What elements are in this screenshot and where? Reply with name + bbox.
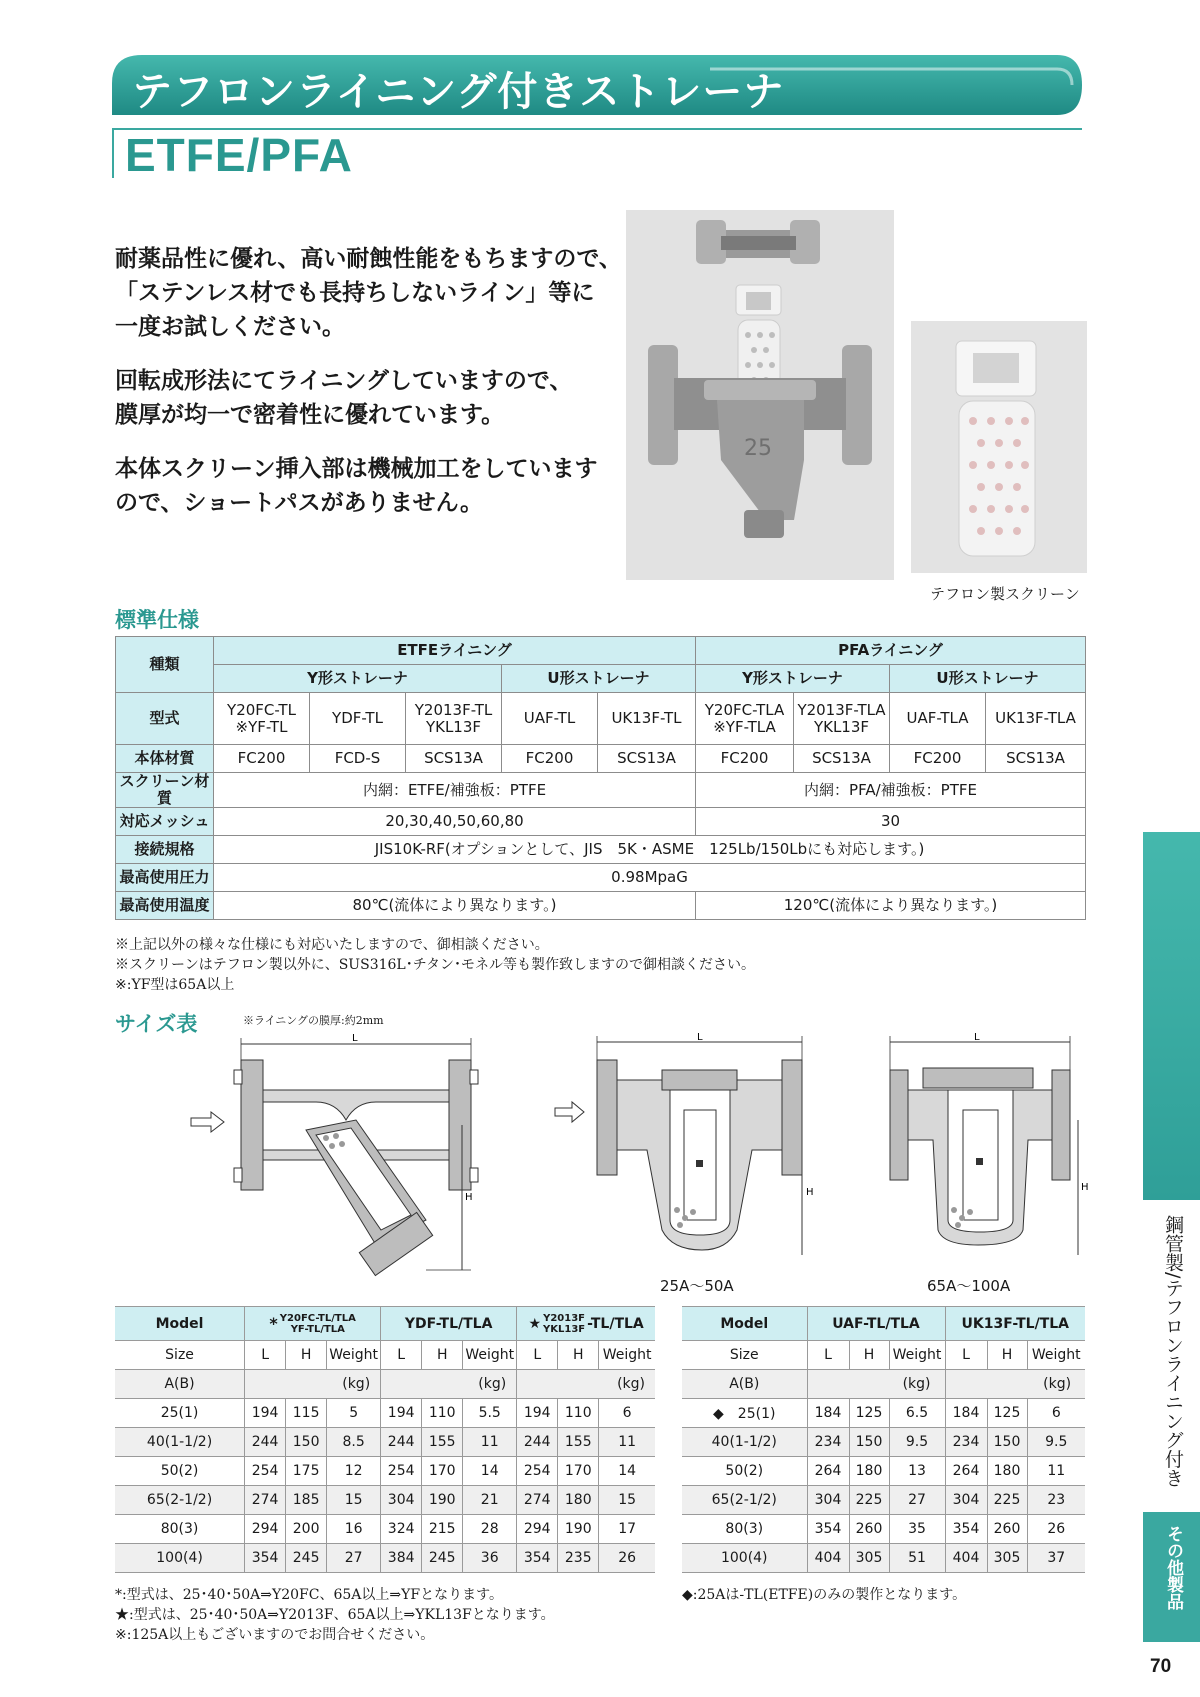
value-cell: 36 — [463, 1544, 517, 1573]
diagram-caption-25-50: 25A～50A — [660, 1277, 734, 1295]
value-cell: 194 — [517, 1399, 558, 1428]
connection-row-label: 接続規格 — [116, 836, 214, 864]
size-table-u — [682, 1306, 1085, 1573]
value-cell: 170 — [422, 1457, 463, 1486]
type-label: 種類 — [116, 637, 214, 693]
body-marking: 25 — [744, 436, 772, 461]
value-cell: 15 — [327, 1486, 381, 1515]
value-cell: 23 — [1027, 1486, 1085, 1515]
u-strainer-65-100-diagram — [878, 1030, 1090, 1270]
value-cell: 125 — [849, 1399, 889, 1428]
value-cell: 37 — [1027, 1544, 1085, 1573]
model-prefix: ★ — [528, 1315, 541, 1332]
model-uk13f-header: UK13F-TL/TLA — [945, 1307, 1085, 1341]
dim-L-label: L — [974, 1032, 980, 1043]
value-cell: 26 — [1027, 1515, 1085, 1544]
value-cell: 16 — [327, 1515, 381, 1544]
size-cell: 50(2) — [682, 1457, 807, 1486]
side-tab-top — [1143, 832, 1200, 1200]
value-cell: 354 — [807, 1515, 849, 1544]
value-cell: 354 — [945, 1515, 987, 1544]
size-cell: 65(2-1/2) — [115, 1486, 245, 1515]
material-cell: FC200 — [214, 745, 310, 773]
value-cell: 194 — [381, 1399, 422, 1428]
value-cell: 14 — [463, 1457, 517, 1486]
value-cell: 294 — [245, 1515, 286, 1544]
value-cell: 225 — [849, 1486, 889, 1515]
value-cell: 260 — [849, 1515, 889, 1544]
size-note-right: ◆:25Aは-TL(ETFE)のみの製作となります。 — [682, 1587, 967, 1603]
material-cell: SCS13A — [598, 745, 696, 773]
size-cell: 80(3) — [682, 1515, 807, 1544]
col-weight: Weight — [463, 1341, 517, 1370]
etfe-u-strainer-header: U形ストレーナ — [502, 665, 696, 693]
value-cell: 180 — [849, 1457, 889, 1486]
value-cell: 185 — [286, 1486, 327, 1515]
model-ydf-header: YDF-TL/TLA — [381, 1307, 517, 1341]
col-L: L — [945, 1341, 987, 1370]
model-cell: UAF-TL — [502, 693, 598, 745]
table-row — [682, 1457, 1085, 1486]
col-H: H — [849, 1341, 889, 1370]
value-cell: 150 — [286, 1428, 327, 1457]
value-cell: 234 — [945, 1428, 987, 1457]
size-cell: 100(4) — [115, 1544, 245, 1573]
value-cell: 125 — [987, 1399, 1027, 1428]
value-cell: 6 — [599, 1399, 655, 1428]
value-cell: 170 — [558, 1457, 599, 1486]
kg-unit: (kg) — [807, 1370, 945, 1399]
model-top-line: Y2013F — [543, 1312, 585, 1324]
intro-line-4: 回転成形法にてライニングしていますので、 — [115, 368, 573, 394]
value-cell: 200 — [286, 1515, 327, 1544]
col-H: H — [422, 1341, 463, 1370]
spec-note-1: ※上記以外の様々な仕様にも対応いたしますので、御相談ください。 — [115, 937, 549, 953]
col-weight: Weight — [889, 1341, 945, 1370]
table-row — [115, 1544, 655, 1573]
col-weight: Weight — [599, 1341, 655, 1370]
y-strainer-diagram — [186, 1030, 496, 1290]
col-H: H — [987, 1341, 1027, 1370]
material-cell: SCS13A — [406, 745, 502, 773]
screen-pfa: 内網：PFA/補強板：PTFE — [696, 773, 1086, 808]
value-cell: 175 — [286, 1457, 327, 1486]
table-row — [682, 1428, 1085, 1457]
model-cell: Y20FC-TLA ※YF-TLA — [696, 693, 794, 745]
model-cell: UK13F-TLA — [986, 693, 1086, 745]
model-cell: YDF-TL — [310, 693, 406, 745]
value-cell: 180 — [987, 1457, 1027, 1486]
model-cell: Y20FC-TL ※YF-TL — [214, 693, 310, 745]
spec-note-2: ※スクリーンはテフロン製以外に、SUS316L･チタン･モネル等も製作致しますので御相談ください。 — [115, 957, 756, 973]
table-row — [682, 1544, 1085, 1573]
table-row — [682, 1399, 1085, 1428]
value-cell: 17 — [599, 1515, 655, 1544]
value-cell: 264 — [945, 1457, 987, 1486]
size-cell: 40(1-1/2) — [682, 1428, 807, 1457]
etfe-group-header: ETFEライニング — [214, 637, 696, 665]
connection-value: JIS10K-RF(オプションとして、JIS 5K・ASME 125Lb/150Lbにも対応します。) — [214, 836, 1086, 864]
value-cell: 180 — [558, 1486, 599, 1515]
temp-row-label: 最高使用温度 — [116, 892, 214, 920]
value-cell: 234 — [807, 1428, 849, 1457]
col-weight: Weight — [1027, 1341, 1085, 1370]
kg-unit: (kg) — [245, 1370, 381, 1399]
value-cell: 6.5 — [889, 1399, 945, 1428]
intro-line-1: 耐薬品性に優れ、高い耐蝕性能をもちますので、 — [115, 246, 622, 272]
model-cell: Y2013F-TLA YKL13F — [794, 693, 890, 745]
model-y2013f-header — [517, 1307, 655, 1341]
value-cell: 260 — [987, 1515, 1027, 1544]
table-row — [115, 1486, 655, 1515]
pressure-row-label: 最高使用圧力 — [116, 864, 214, 892]
value-cell: 190 — [422, 1486, 463, 1515]
table-row — [115, 1428, 655, 1457]
size-cell: 40(1-1/2) — [115, 1428, 245, 1457]
value-cell: 254 — [381, 1457, 422, 1486]
subtitle-rule-vertical — [112, 128, 114, 178]
table-row — [115, 1457, 655, 1486]
value-cell: 194 — [245, 1399, 286, 1428]
size-cell: 80(3) — [115, 1515, 245, 1544]
value-cell: 150 — [849, 1428, 889, 1457]
value-cell: 384 — [381, 1544, 422, 1573]
value-cell: 26 — [599, 1544, 655, 1573]
value-cell: 6 — [1027, 1399, 1085, 1428]
spec-table — [115, 636, 1086, 920]
size-note-2: ★:型式は、25･40･50A⇒Y2013F、65A以上⇒YKL13Fとなります。 — [115, 1607, 555, 1623]
material-cell: FCD-S — [310, 745, 406, 773]
mesh-pfa: 30 — [696, 808, 1086, 836]
model-row-label: 型式 — [116, 693, 214, 745]
value-cell: 274 — [245, 1486, 286, 1515]
diagram-caption-65-100: 65A～100A — [927, 1277, 1011, 1295]
intro-line-5: 膜厚が均一で密着性に優れています。 — [115, 402, 505, 428]
model-header: Model — [682, 1307, 807, 1341]
unit-label: A(B) — [682, 1370, 807, 1399]
pfa-group-header: PFAライニング — [696, 637, 1086, 665]
dim-L-label: L — [697, 1032, 703, 1043]
value-cell: 110 — [558, 1399, 599, 1428]
model-cell: UAF-TLA — [890, 693, 986, 745]
dim-H-label: H — [465, 1192, 473, 1203]
screen-etfe: 内網：ETFE/補強板：PTFE — [214, 773, 696, 808]
col-L: L — [381, 1341, 422, 1370]
value-cell: 27 — [327, 1544, 381, 1573]
table-row — [115, 1399, 655, 1428]
value-cell: 5.5 — [463, 1399, 517, 1428]
dim-L-label: L — [352, 1033, 358, 1044]
value-cell: 11 — [599, 1428, 655, 1457]
value-cell: 244 — [245, 1428, 286, 1457]
col-H: H — [558, 1341, 599, 1370]
screen-photo-caption: テフロン製スクリーン — [930, 585, 1080, 603]
value-cell: 305 — [987, 1544, 1027, 1573]
value-cell: 13 — [889, 1457, 945, 1486]
lining-thickness-note: ※ライニングの膜厚:約2mm — [243, 1014, 384, 1027]
model-cell: UK13F-TL — [598, 693, 696, 745]
kg-unit: (kg) — [517, 1370, 655, 1399]
intro-line-2: 「ステンレス材でも長持ちしないライン」等に — [115, 280, 595, 306]
page-title: テフロンライニング付きストレーナ — [132, 69, 785, 115]
pfa-u-strainer-header: U形ストレーナ — [890, 665, 1086, 693]
pressure-value: 0.98MpaG — [214, 864, 1086, 892]
model-prefix: * — [269, 1314, 278, 1333]
value-cell: 244 — [517, 1428, 558, 1457]
value-cell: 245 — [286, 1544, 327, 1573]
etfe-y-strainer-header: Y形ストレーナ — [214, 665, 502, 693]
spec-section-title: 標準仕様 — [115, 608, 199, 632]
table-row — [682, 1515, 1085, 1544]
value-cell: 304 — [807, 1486, 849, 1515]
value-cell: 12 — [327, 1457, 381, 1486]
model-cell: Y2013F-TL YKL13F — [406, 693, 502, 745]
dim-H-label: H — [1081, 1182, 1089, 1193]
size-note-3: ※:125A以上もございますのでお問合せください。 — [115, 1627, 435, 1643]
col-L: L — [517, 1341, 558, 1370]
value-cell: 404 — [945, 1544, 987, 1573]
value-cell: 245 — [422, 1544, 463, 1573]
value-cell: 305 — [849, 1544, 889, 1573]
value-cell: 150 — [987, 1428, 1027, 1457]
mesh-row-label: 対応メッシュ — [116, 808, 214, 836]
value-cell: 11 — [463, 1428, 517, 1457]
material-cell: FC200 — [696, 745, 794, 773]
value-cell: 11 — [1027, 1457, 1085, 1486]
value-cell: 27 — [889, 1486, 945, 1515]
model-suffix: -TL/TLA — [587, 1315, 644, 1332]
value-cell: 324 — [381, 1515, 422, 1544]
value-cell: 404 — [807, 1544, 849, 1573]
value-cell: 264 — [807, 1457, 849, 1486]
page-number: 70 — [1150, 1656, 1172, 1677]
strainer-product-photo — [626, 210, 894, 580]
value-cell: 244 — [381, 1428, 422, 1457]
model-bottom-line: YKL13F — [543, 1323, 586, 1335]
model-top-line: Y20FC-TL/TLA — [279, 1312, 356, 1324]
value-cell: 9.5 — [1027, 1428, 1085, 1457]
value-cell: 254 — [245, 1457, 286, 1486]
side-section-label: 鋼管製/テフロンライニング付き — [1162, 1215, 1184, 1488]
value-cell: 190 — [558, 1515, 599, 1544]
intro-line-6: 本体スクリーン挿入部は機械加工をしています — [115, 456, 598, 482]
size-cell: 100(4) — [682, 1544, 807, 1573]
value-cell: 184 — [807, 1399, 849, 1428]
value-cell: 9.5 — [889, 1428, 945, 1457]
kg-unit: (kg) — [381, 1370, 517, 1399]
value-cell: 15 — [599, 1486, 655, 1515]
dim-H-label: H — [806, 1187, 814, 1198]
mesh-etfe: 20,30,40,50,60,80 — [214, 808, 696, 836]
value-cell: 8.5 — [327, 1428, 381, 1457]
material-row-label: 本体材質 — [116, 745, 214, 773]
size-cell: 65(2-1/2) — [682, 1486, 807, 1515]
unit-label: A(B) — [115, 1370, 245, 1399]
value-cell: 215 — [422, 1515, 463, 1544]
value-cell: 304 — [381, 1486, 422, 1515]
model-header: Model — [115, 1307, 245, 1341]
value-cell: 304 — [945, 1486, 987, 1515]
col-weight: Weight — [327, 1341, 381, 1370]
temp-etfe: 80℃(流体により異なります。) — [214, 892, 696, 920]
value-cell: 354 — [517, 1544, 558, 1573]
value-cell: 115 — [286, 1399, 327, 1428]
value-cell: 28 — [463, 1515, 517, 1544]
value-cell: 110 — [422, 1399, 463, 1428]
temp-pfa: 120℃(流体により異なります。) — [696, 892, 1086, 920]
value-cell: 5 — [327, 1399, 381, 1428]
material-cell: FC200 — [890, 745, 986, 773]
col-L: L — [245, 1341, 286, 1370]
table-row — [115, 1515, 655, 1544]
material-cell: FC200 — [502, 745, 598, 773]
side-category-label: その他製品 — [1163, 1525, 1183, 1610]
u-strainer-25-50-diagram — [552, 1030, 824, 1270]
value-cell: 235 — [558, 1544, 599, 1573]
model-uaf-header: UAF-TL/TLA — [807, 1307, 945, 1341]
col-H: H — [286, 1341, 327, 1370]
value-cell: 225 — [987, 1486, 1027, 1515]
col-L: L — [807, 1341, 849, 1370]
size-note-1: *:型式は、25･40･50A⇒Y20FC、65A以上⇒YFとなります。 — [115, 1587, 503, 1603]
size-cell: 50(2) — [115, 1457, 245, 1486]
screen-row-label: スクリーン材質 — [116, 773, 214, 808]
value-cell: 274 — [517, 1486, 558, 1515]
spec-note-3: ※:YF型は65A以上 — [115, 977, 235, 993]
table-row — [682, 1486, 1085, 1515]
intro-line-3: 一度お試しください。 — [115, 314, 345, 340]
page-subtitle: ETFE/PFA — [125, 129, 353, 181]
size-cell: 25(1) — [115, 1399, 245, 1428]
value-cell: 155 — [422, 1428, 463, 1457]
kg-unit: (kg) — [945, 1370, 1085, 1399]
value-cell: 254 — [517, 1457, 558, 1486]
value-cell: 14 — [599, 1457, 655, 1486]
teflon-screen-photo — [911, 321, 1087, 573]
value-cell: 354 — [245, 1544, 286, 1573]
size-cell: ◆ 25(1) — [682, 1399, 807, 1428]
material-cell: SCS13A — [794, 745, 890, 773]
size-table-y — [115, 1306, 655, 1573]
value-cell: 21 — [463, 1486, 517, 1515]
value-cell: 51 — [889, 1544, 945, 1573]
size-label: Size — [682, 1341, 807, 1370]
model-y20fc-header — [245, 1307, 381, 1341]
size-label: Size — [115, 1341, 245, 1370]
model-bottom-line: YF-TL/TLA — [290, 1323, 345, 1335]
size-section-title: サイズ表 — [115, 1012, 198, 1036]
material-cell: SCS13A — [986, 745, 1086, 773]
value-cell: 294 — [517, 1515, 558, 1544]
intro-line-7: ので、ショートパスがありません。 — [115, 490, 483, 516]
value-cell: 155 — [558, 1428, 599, 1457]
value-cell: 35 — [889, 1515, 945, 1544]
value-cell: 184 — [945, 1399, 987, 1428]
pfa-y-strainer-header: Y形ストレーナ — [696, 665, 890, 693]
